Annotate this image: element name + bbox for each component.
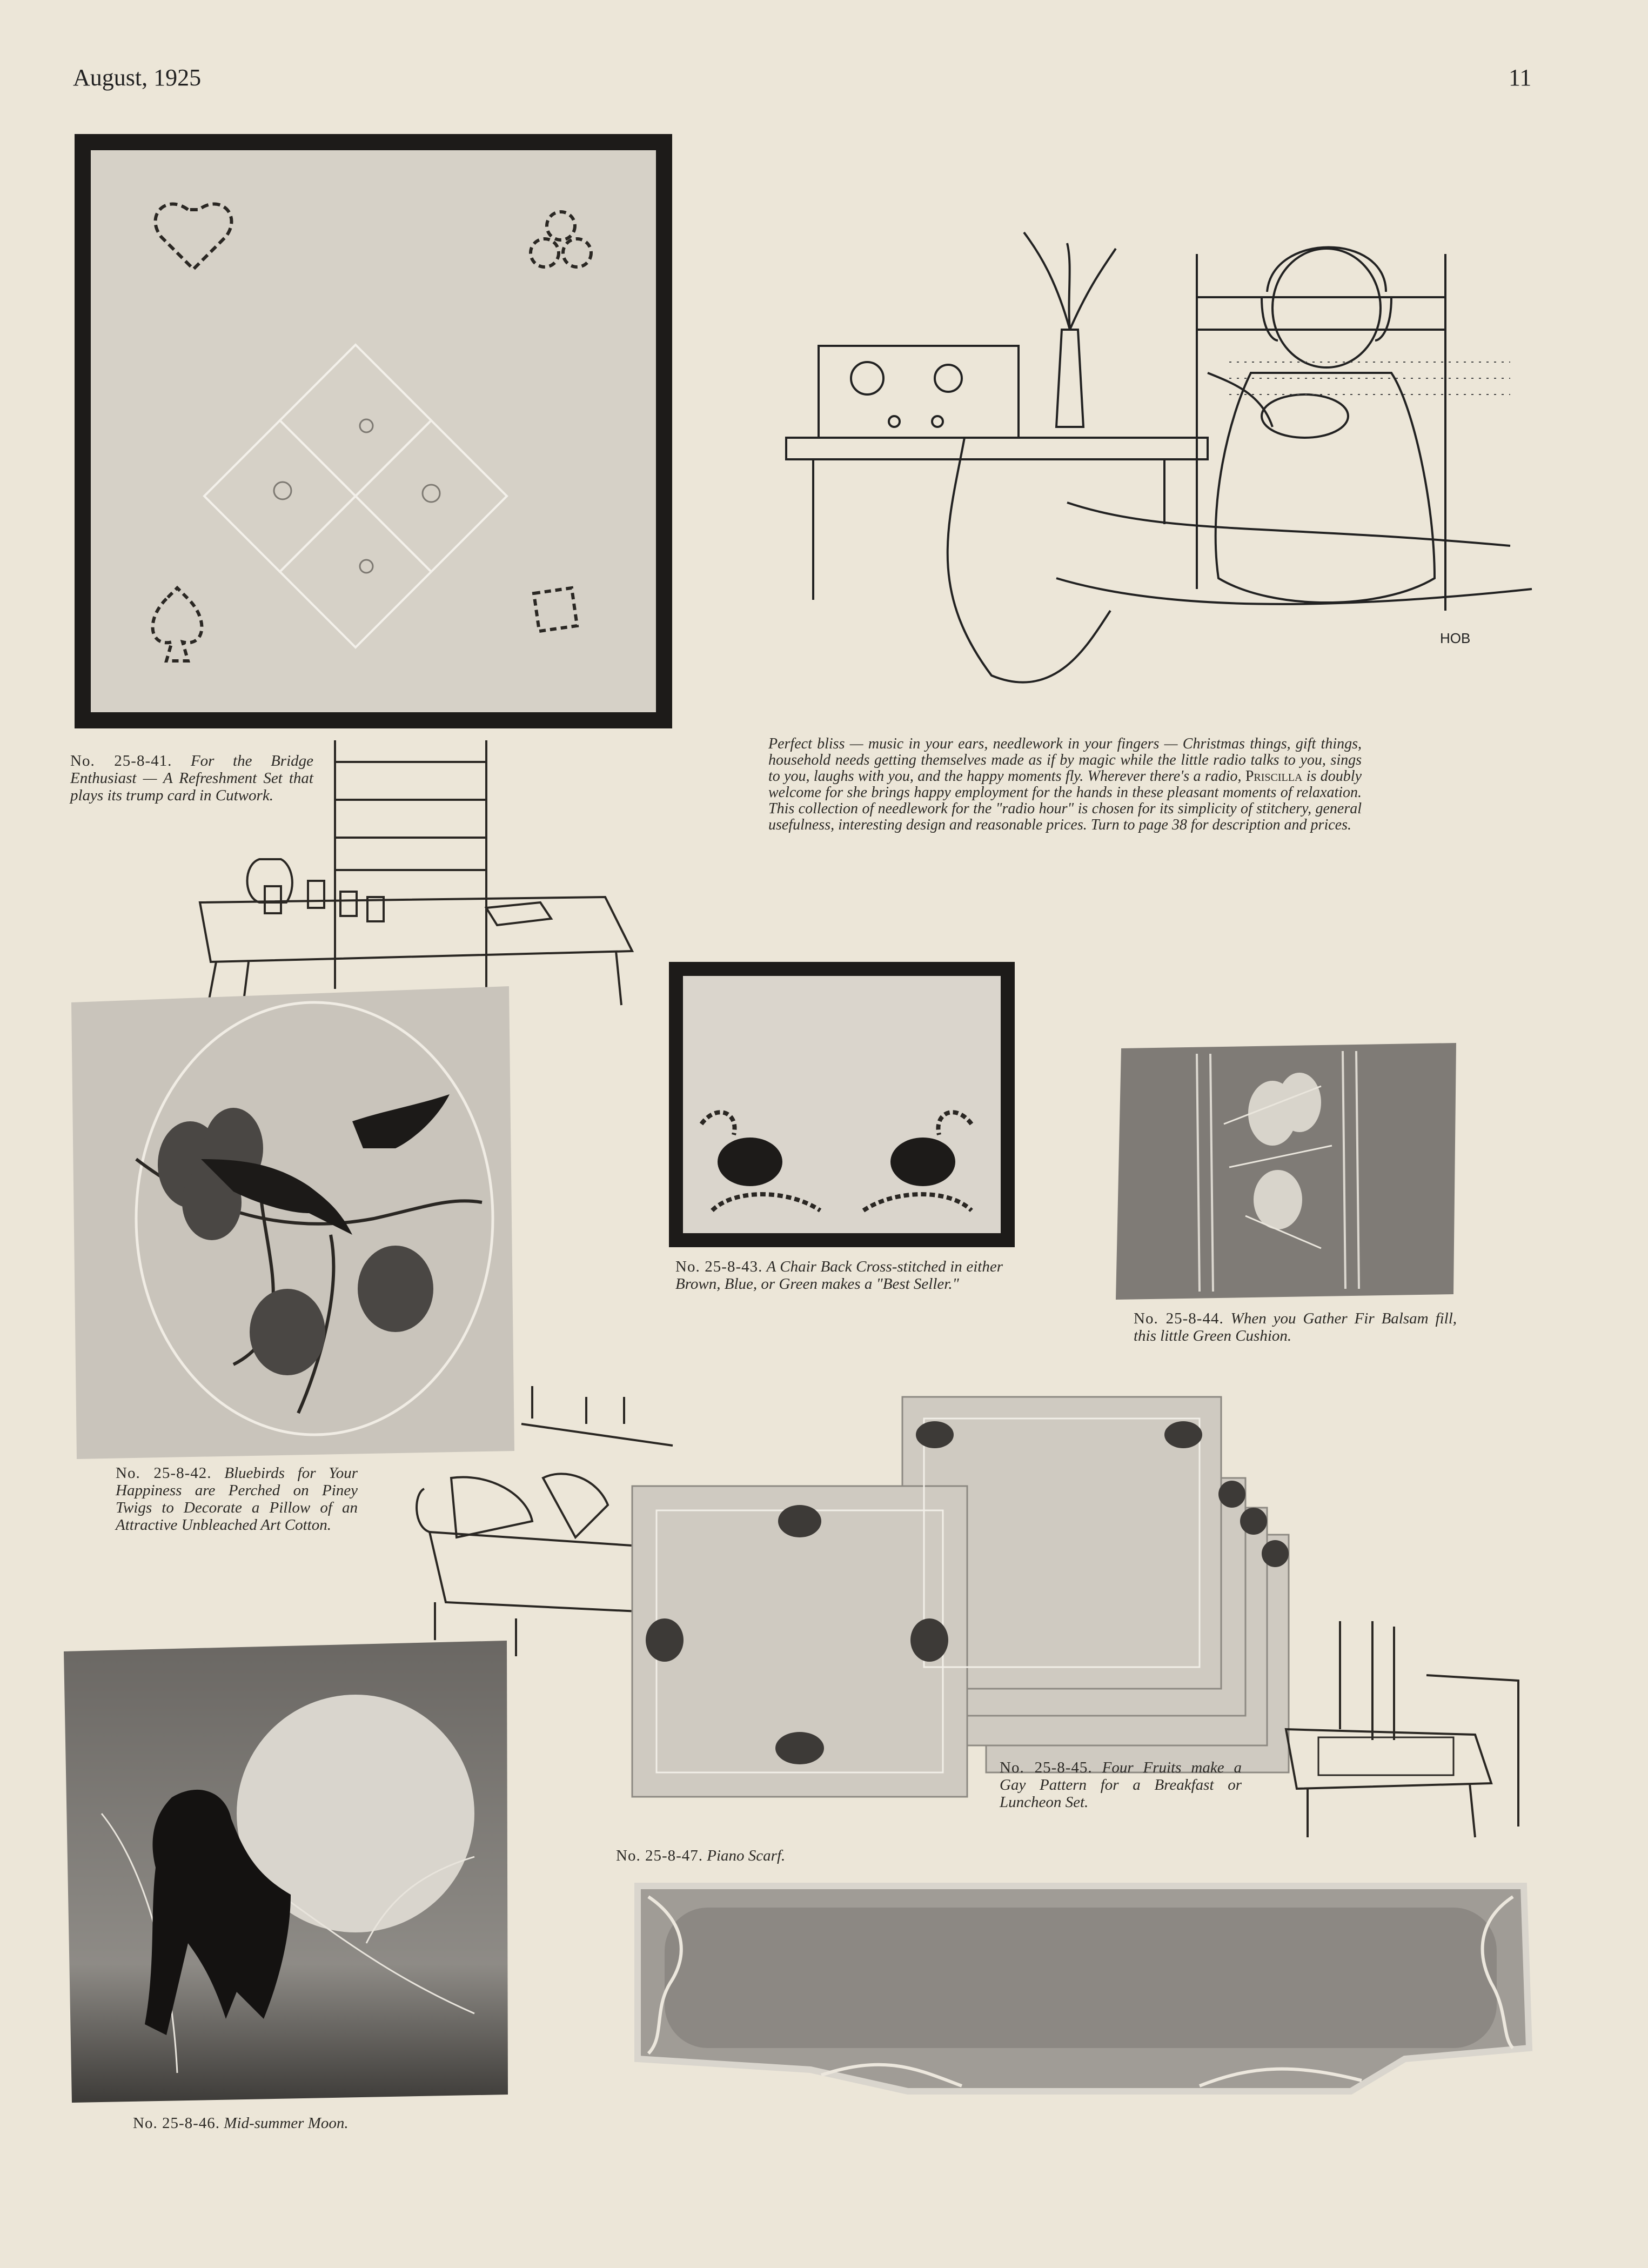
caption-text: Piano Scarf. <box>707 1847 786 1864</box>
caption-text: For the Bridge Enthusiast — A Refreshment Set that plays its trump card in Cutwork. <box>70 752 313 804</box>
caption-25-8-45 <box>1000 1759 1242 1811</box>
caption-number: No. 25-8-41. <box>70 752 172 770</box>
caption-text: Bluebirds for Your Happiness are Perched on Piney Twigs to Decorate a Pillow of an Attractive Unbleached Art Cotton. <box>116 1464 358 1534</box>
caption-number: No. 25-8-42. <box>116 1464 212 1482</box>
caption-number: No. 25-8-47. <box>616 1847 704 1864</box>
window-bench-sketch <box>1286 1621 1524 1848</box>
sofa-sketch <box>381 1386 673 1667</box>
intro-paragraph <box>768 736 1362 833</box>
moon-pillow-photo <box>64 1641 508 2103</box>
caption-text: Mid-summer Moon. <box>224 2115 349 2132</box>
caption-number: No. 25-8-43. <box>675 1258 763 1275</box>
green-cushion-photo <box>1116 1043 1461 1300</box>
caption-text: When you Gather Fir Balsam fill, this little Green Cushion. <box>1134 1310 1457 1344</box>
caption-number: No. 25-8-44. <box>1134 1310 1224 1327</box>
caption-number: No. 25-8-45. <box>1000 1759 1093 1776</box>
artist-signature: HOB <box>1440 630 1471 646</box>
issue-date: August, 1925 <box>73 64 202 91</box>
intro-text-part-2: is doubly welcome for she brings happy employment for the hands in these pleasant moments of relaxation. This collection of needlework for the "radio hour" is chosen for its simplicity of stitchery, general usefulness, interesting design and reasonable prices. Turn to page 38 for description and prices. <box>768 768 1362 833</box>
caption-number: No. 25-8-46. <box>133 2115 220 2132</box>
caption-25-8-46 <box>133 2115 457 2132</box>
caption-25-8-42 <box>116 1464 358 1534</box>
magazine-name: Priscilla <box>1245 768 1303 785</box>
caption-25-8-43 <box>675 1258 1003 1293</box>
luncheon-set-photo <box>632 1397 1297 1797</box>
caption-text: Four Fruits make a Gay Pattern for a Breakfast or Luncheon Set. <box>1000 1759 1242 1811</box>
page-number: 11 <box>1509 64 1532 91</box>
caption-text: A Chair Back Cross-stitched in either Brown, Blue, or Green makes a "Best Seller." <box>675 1258 1003 1293</box>
bridge-cloth-photo <box>75 134 672 728</box>
intro-text-part-1: Perfect bliss — music in your ears, needlework in your fingers — Christmas things, gift things, household needs getting themselves made as if by magic while the little radio talks to you, sings to you, laughs with you, and the happy moments fly. Wherever there's a radio, <box>768 735 1362 785</box>
chair-back-photo <box>669 962 1015 1247</box>
chair-table-sketch <box>184 735 643 1005</box>
woman-radio-illustration <box>786 200 1543 697</box>
caption-25-8-47 <box>616 1847 940 1864</box>
piano-scarf-photo <box>616 1875 1541 2113</box>
caption-25-8-44 <box>1134 1310 1457 1344</box>
